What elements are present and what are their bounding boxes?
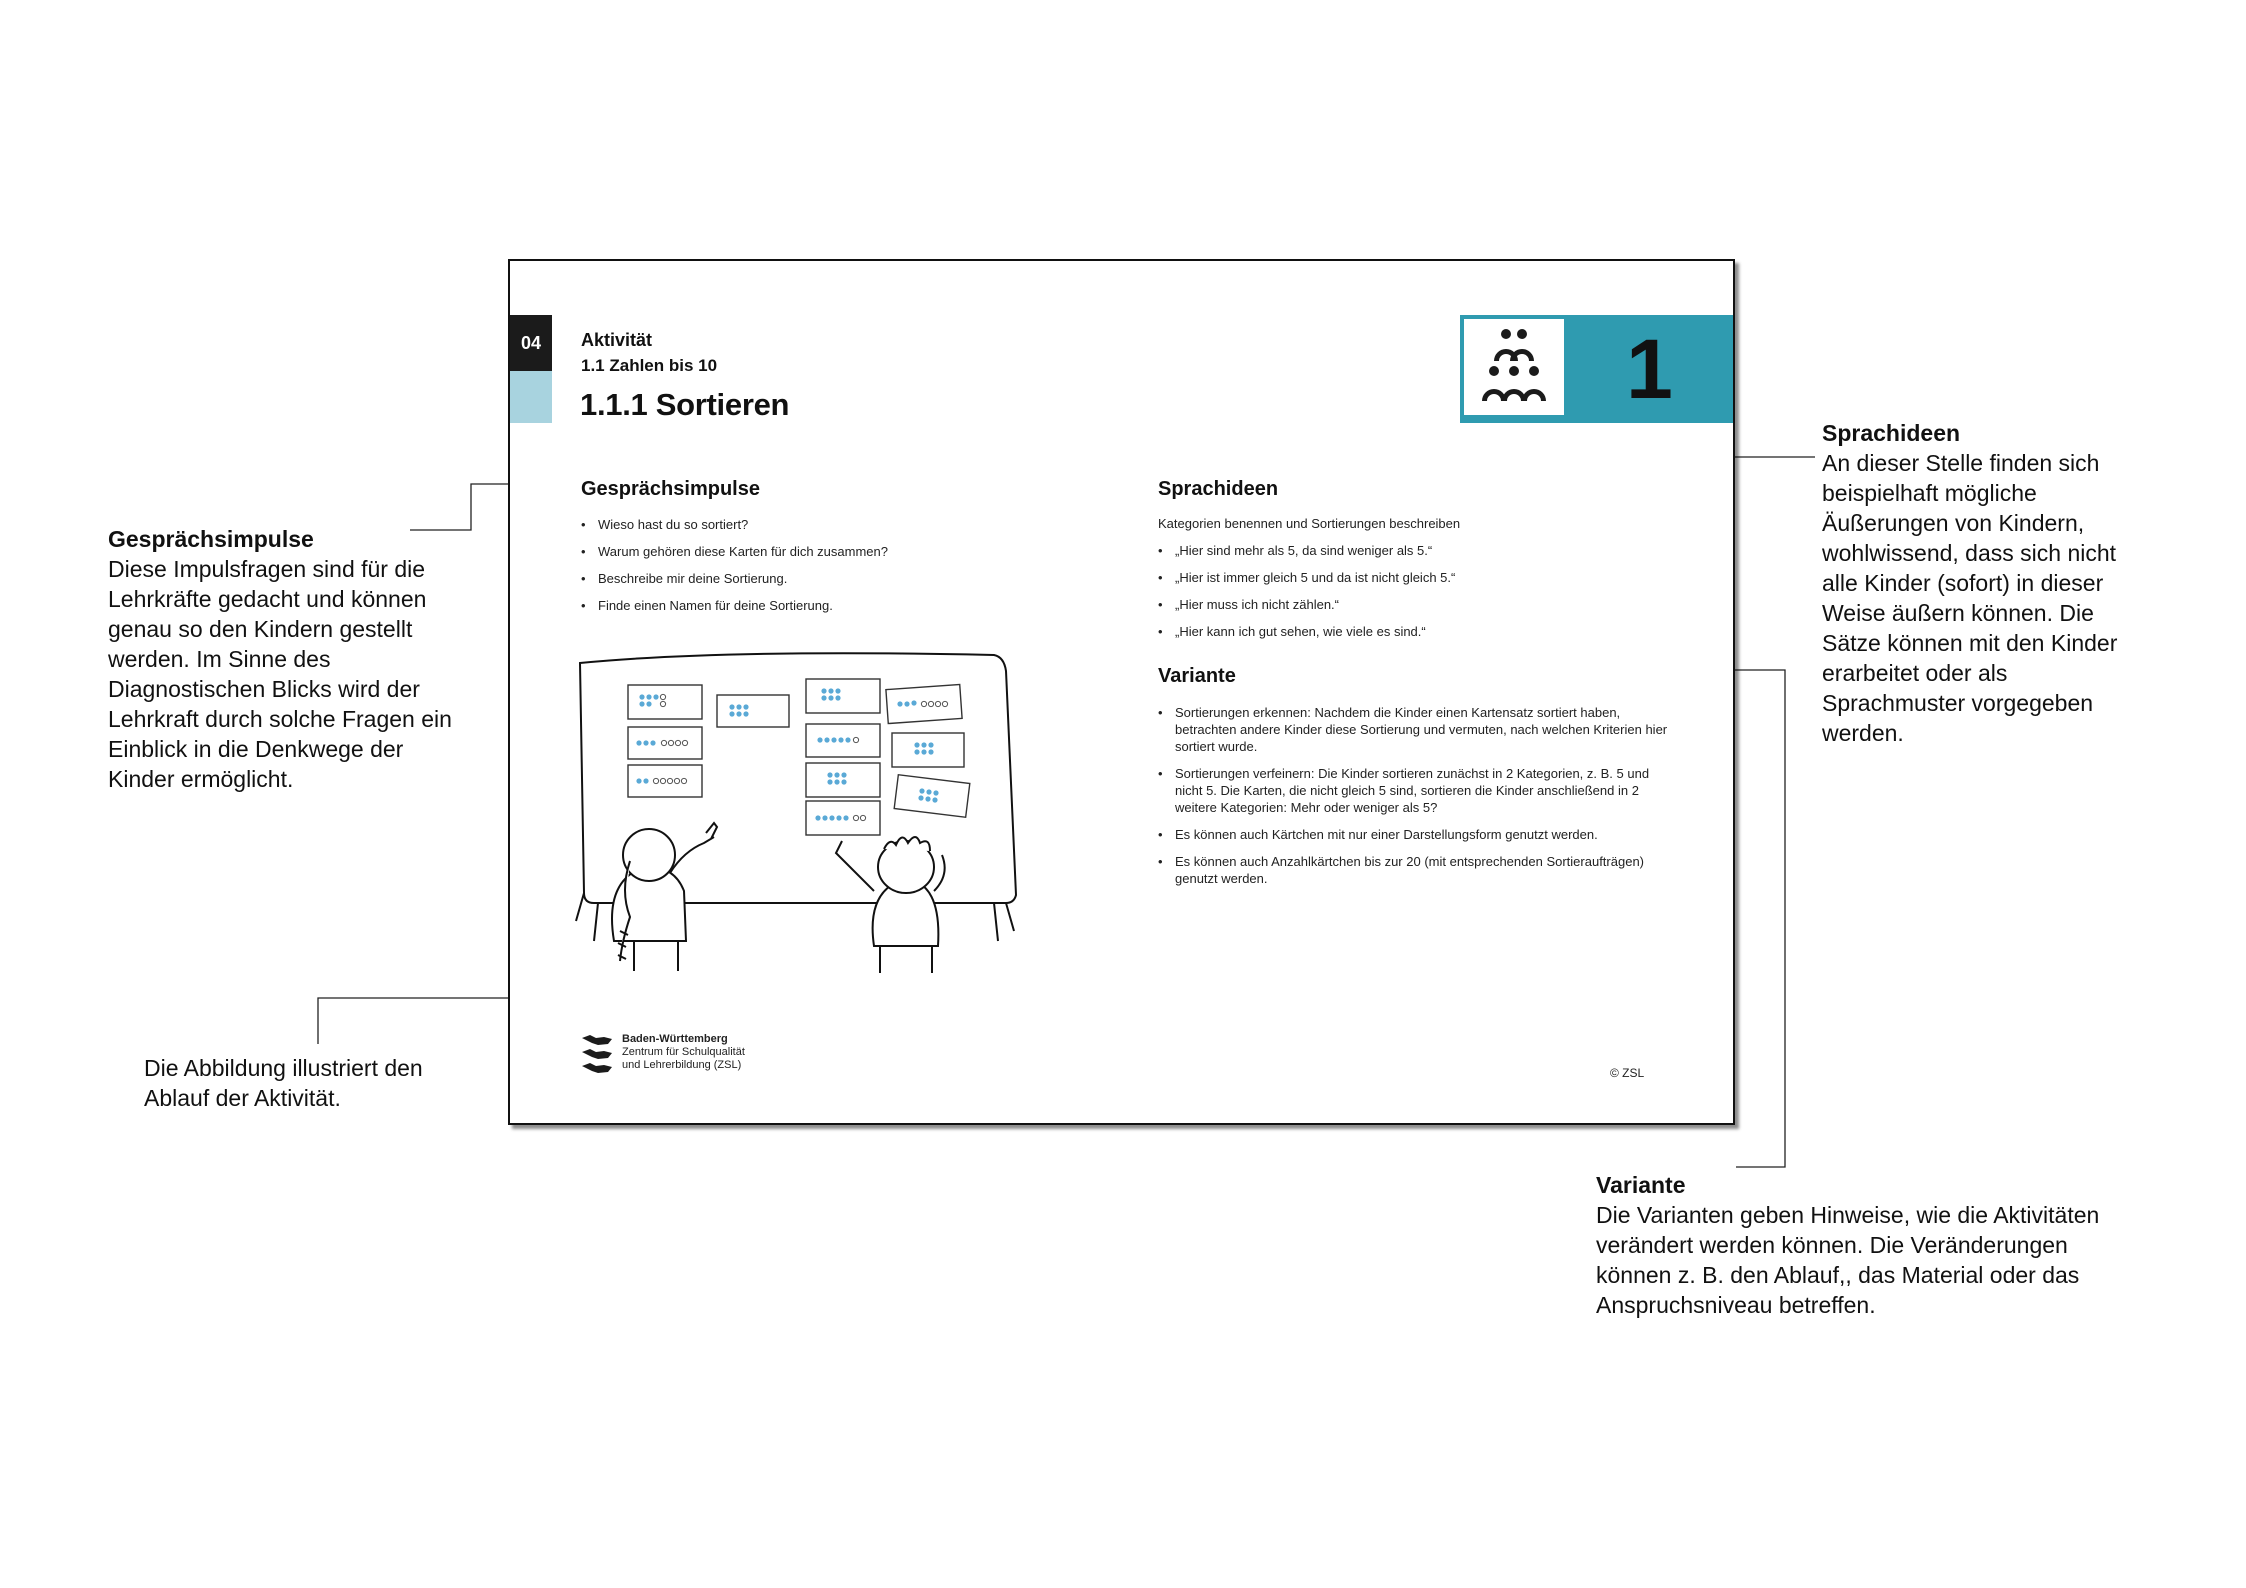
- sorting-activity-illustration: [574, 641, 1034, 981]
- activity-label: Aktivität: [581, 330, 653, 350]
- chapter-label: 1.1 Zahlen bis 10: [581, 356, 718, 375]
- annotation-body: Die Abbildung illustriert den Ablauf der Aktivität.: [144, 1055, 423, 1111]
- list-item: • „Hier ist immer gleich 5 und da ist nicht gleich 5.“: [1158, 569, 1658, 586]
- list-item: • Wieso hast du so sortiert?: [581, 516, 1051, 533]
- annotation-gespraechsimpulse: [108, 524, 453, 794]
- list-item: • Sortierungen erkennen: Nachdem die Kinder einen Kartensatz sortiert haben, betrachten andere Kinder diese Sortierung und vermuten, nach welchen Kriterien hier sortiert wurde.: [1158, 704, 1668, 755]
- footer-organization: [622, 1033, 745, 1072]
- group-of-children-icon: [1464, 319, 1564, 415]
- annotation-title: Sprachideen: [1822, 420, 1961, 446]
- page-title: 1.1.1 Sortieren: [580, 387, 790, 422]
- list-item: • Es können auch Anzahlkärtchen bis zur 20 (mit entsprechenden Sortieraufträgen) genutzt werden.: [1158, 853, 1668, 887]
- activity-card: [508, 259, 1735, 1125]
- annotation-sprachideen: [1822, 418, 2152, 748]
- coat-of-arms-logo: [580, 1034, 618, 1074]
- copyright-notice: © ZSL: [1610, 1066, 1645, 1080]
- annotation-variante: [1596, 1170, 2116, 1320]
- list-item: • „Hier sind mehr als 5, da sind weniger als 5.“: [1158, 542, 1658, 559]
- level-number: 1: [1626, 322, 1673, 416]
- footer-org-name: Baden-Württemberg: [622, 1033, 728, 1045]
- variante-list: [1158, 704, 1668, 897]
- list-item: • Beschreibe mir deine Sortierung.: [581, 570, 1051, 587]
- annotation-title: Gesprächsimpulse: [108, 526, 314, 552]
- list-item: • „Hier muss ich nicht zählen.“: [1158, 596, 1658, 613]
- annotation-body: An dieser Stelle finden sich beispielhaft mögliche Äußerungen von Kindern, wohlwissend, dass sich nicht alle Kinder (sofort) in dieser Weise äußern können. Die Sätze können mit den Kinder erarbeitet oder als Sprachmuster vorgegeben werden.: [1822, 450, 2118, 746]
- list-item: • Es können auch Kärtchen mit nur einer Darstellungsform genutzt werden.: [1158, 826, 1668, 843]
- annotation-body: Diese Impulsfragen sind für die Lehrkräfte gedacht und können genau so den Kindern gestellt werden. Im Sinne des Diagnostischen Blicks wird der Lehrkraft durch solche Fragen ein Einblick in die Denkwege der Kinder ermöglicht.: [108, 556, 452, 792]
- activity-number: 04: [510, 315, 552, 371]
- section-heading-gespraechsimpulse: Gesprächsimpulse: [581, 478, 760, 500]
- gespraechsimpulse-list: [581, 516, 1051, 624]
- accent-strip: [510, 371, 552, 423]
- annotation-body: Die Varianten geben Hinweise, wie die Aktivitäten verändert werden können. Die Veränderungen können z. B. den Ablauf,, das Material oder das Anspruchsniveau betreffen.: [1596, 1202, 2100, 1318]
- list-item: • Finde einen Namen für deine Sortierung.: [581, 597, 1051, 614]
- annotation-abbildung: [144, 1053, 474, 1113]
- list-item: • Warum gehören diese Karten für dich zusammen?: [581, 543, 1051, 560]
- sprachideen-subtitle: Kategorien benennen und Sortierungen beschreiben: [1158, 516, 1461, 531]
- footer-org-line2: Zentrum für Schulqualität: [622, 1046, 745, 1058]
- section-heading-sprachideen: Sprachideen: [1158, 478, 1279, 500]
- list-item: • Sortierungen verfeinern: Die Kinder sortieren zunächst in 2 Kategorien, z. B. 5 und nicht 5. Die Karten, die nicht gleich 5 sind, sortieren die Kinder anschließend in 2 weitere Kategorien: Mehr oder weniger als 5?: [1158, 765, 1668, 816]
- footer-org-line3: und Lehrerbildung (ZSL): [622, 1059, 742, 1071]
- annotation-title: Variante: [1596, 1172, 1686, 1198]
- level-badge: [1460, 315, 1735, 423]
- list-item: • „Hier kann ich gut sehen, wie viele es sind.“: [1158, 623, 1658, 640]
- section-heading-variante: Variante: [1158, 665, 1236, 687]
- sprachideen-list: [1158, 542, 1658, 650]
